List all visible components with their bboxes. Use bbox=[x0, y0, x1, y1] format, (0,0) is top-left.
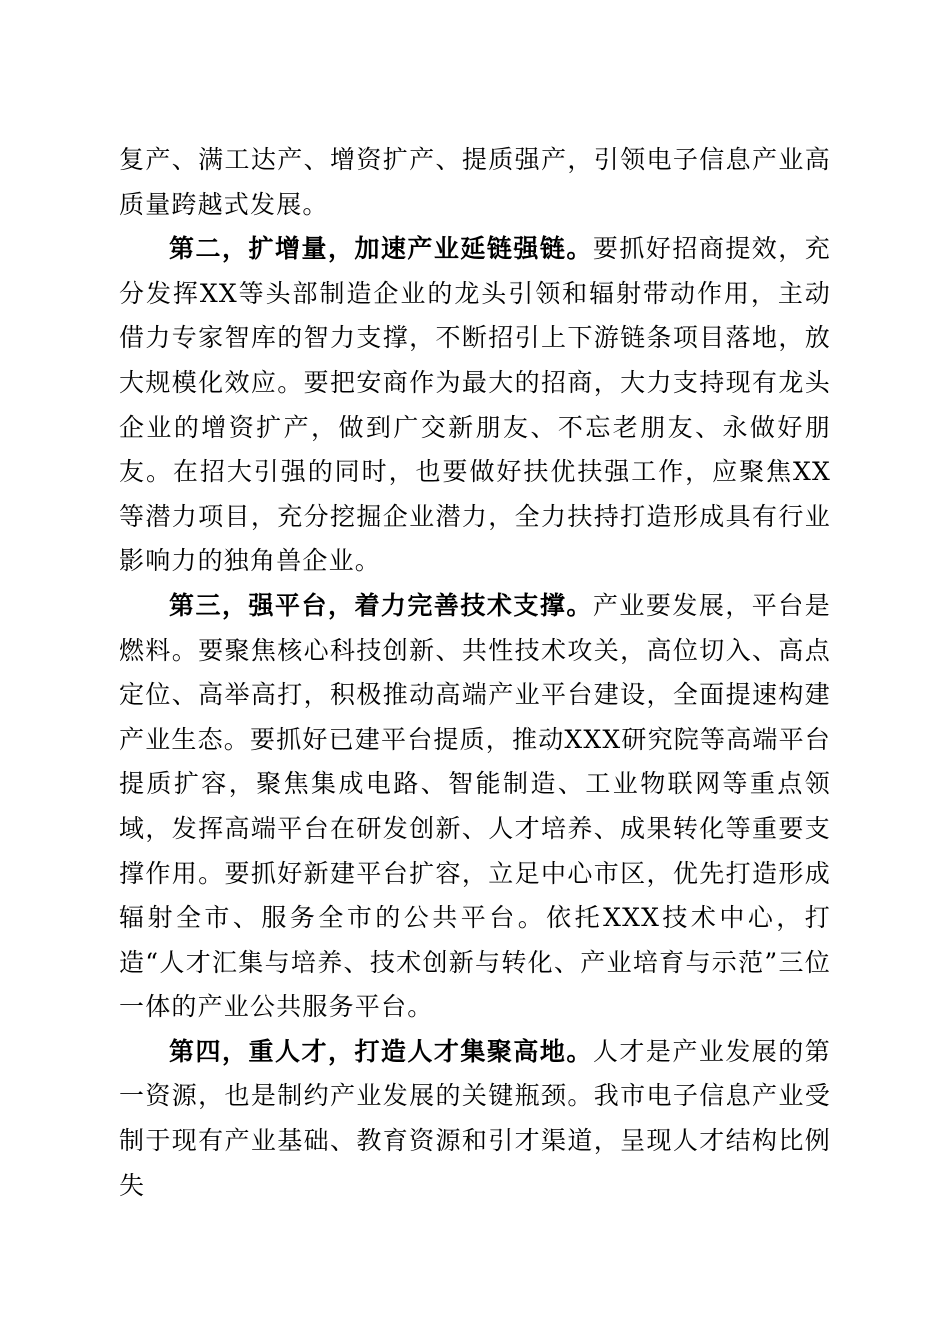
paragraph-text: 要抓好招商提效，充分发挥XX等头部制造企业的龙头引领和辐射带动作用，主动借力专家智库的智力支撑，不断招引上下游链条项目落地，放大规模化效应。要把安商作为最大的招商，大力支持现有龙头企业的增资扩产，做到广交新朋友、不忘老朋友、永做好朋友。在招大引强的同时，也要做好扶优扶强工作，应聚焦XX等潜力项目，充分挖掘企业潜力，全力扶持打造形成具有行业影响力的独角兽企业。 bbox=[119, 234, 831, 576]
paragraph-third bbox=[119, 584, 831, 1030]
paragraph-text: 复产、满工达产、增资扩产、提质强产，引领电子信息产业高质量跨越式发展。 bbox=[119, 145, 831, 219]
paragraph-text: 人才是产业发展的第一资源，也是制约产业发展的关键瓶颈。我市电子信息产业受制于现有产业基础、教育资源和引才渠道，呈现人才结构比例失 bbox=[119, 1036, 831, 1200]
paragraph-continued bbox=[119, 138, 831, 227]
paragraph-fourth bbox=[119, 1030, 831, 1208]
paragraph-heading: 第二，扩增量，加速产业延链强链。 bbox=[169, 234, 593, 264]
document-body bbox=[119, 138, 831, 1208]
paragraph-heading: 第四，重人才，打造人才集聚高地。 bbox=[169, 1036, 593, 1066]
paragraph-second bbox=[119, 227, 831, 584]
paragraph-text: 产业要发展，平台是燃料。要聚焦核心科技创新、共性技术攻关，高位切入、高点定位、高举高打，积极推动高端产业平台建设，全面提速构建产业生态。要抓好已建平台提质，推动XXX研究院等高端平台提质扩容，聚焦集成电路、智能制造、工业物联网等重点领域，发挥高端平台在研发创新、人才培养、成果转化等重要支撑作用。要抓好新建平台扩容，立足中心市区，优先打造形成辐射全市、服务全市的公共平台。依托XXX技术中心，打造“人才汇集与培养、技术创新与转化、产业培育与示范”三位一体的产业公共服务平台。 bbox=[119, 590, 831, 1022]
paragraph-heading: 第三，强平台，着力完善技术支撑。 bbox=[169, 590, 593, 620]
